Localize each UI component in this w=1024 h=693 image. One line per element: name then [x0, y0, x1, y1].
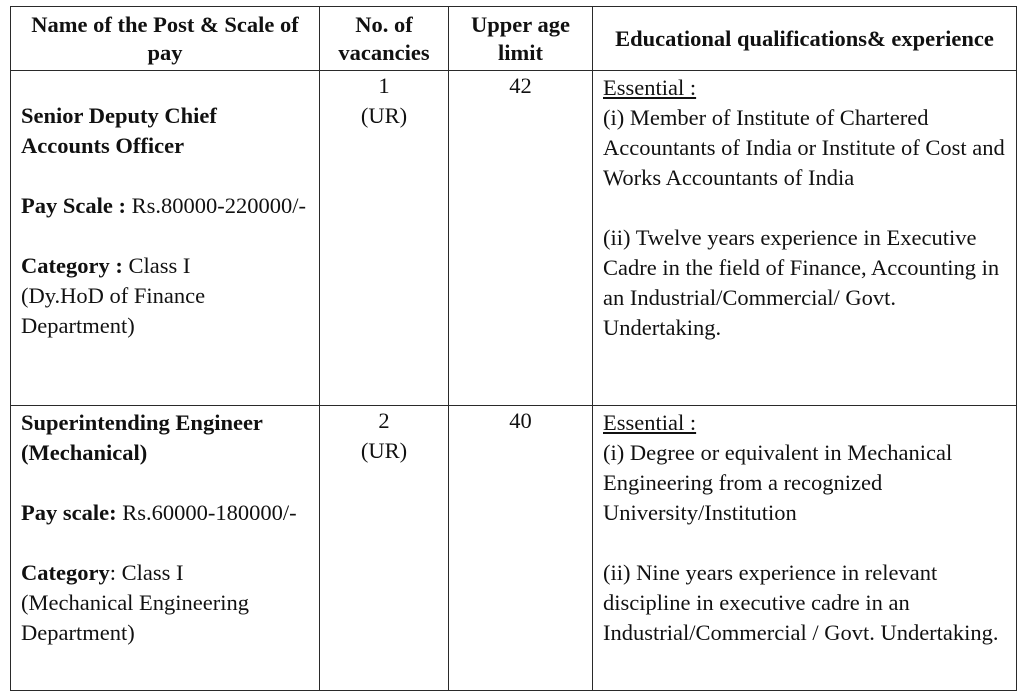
qualification-2: (ii) Nine years experience in relevant discipline in executive cadre in an Industrial/Commercial / Govt. Undertaking.: [603, 560, 999, 645]
vacancy-type: (UR): [360, 438, 408, 463]
essential-label: Essential :: [603, 75, 697, 100]
age-limit: 40: [509, 408, 532, 433]
vacancy-count: 1: [378, 73, 390, 98]
table-header-row: [11, 7, 1017, 71]
header-post: Name of the Post & Scale of pay: [11, 7, 320, 71]
vacancies-cell: [320, 71, 449, 406]
pay-label: Pay Scale :: [21, 193, 126, 218]
post-cell: [11, 406, 320, 691]
table-row: [11, 406, 1017, 691]
post-name: Senior Deputy Chief Accounts Officer: [21, 103, 217, 158]
header-qualifications: Educational qualifications& experience: [593, 7, 1017, 71]
pay-value: Rs.60000-180000/-: [116, 500, 297, 525]
vacancy-type: (UR): [360, 103, 408, 128]
category-detail: (Mechanical Engineering Department): [21, 590, 250, 645]
category-detail: (Dy.HoD of Finance Department): [21, 283, 206, 338]
category: [21, 558, 309, 588]
age-limit-cell: [449, 406, 593, 691]
table-row: [11, 71, 1017, 406]
category-value: Class I: [122, 253, 191, 278]
qualification-2: (ii) Twelve years experience in Executive Cadre in the field of Finance, Accounting in an Industrial/Commercial/ Govt. Undertaking.: [603, 225, 1000, 340]
pay-scale: [21, 191, 309, 221]
age-limit: 42: [509, 73, 532, 98]
qualification-1: (i) Degree or equivalent in Mechanical Engineering from a recognized University/Institution: [603, 440, 953, 525]
post-name: Superintending Engineer (Mechanical): [21, 410, 263, 465]
category-label: Category: [21, 560, 110, 585]
post-cell: [11, 71, 320, 406]
essential-label: Essential :: [603, 410, 697, 435]
pay-value: Rs.80000-220000/-: [125, 193, 306, 218]
pay-label: Pay scale:: [21, 500, 117, 525]
vacancy-table: [10, 6, 1017, 691]
pay-scale: [21, 498, 309, 528]
category: [21, 251, 309, 281]
qualifications-cell: [593, 406, 1017, 691]
qualification-1: (i) Member of Institute of Chartered Accountants of India or Institute of Cost and Works Accountants of India: [603, 105, 1005, 190]
header-vacancies: No. of vacancies: [320, 7, 449, 71]
header-age-limit: Upper age limit: [449, 7, 593, 71]
vacancies-cell: [320, 406, 449, 691]
category-label: Category :: [21, 253, 123, 278]
qualifications-cell: [593, 71, 1017, 406]
vacancy-count: 2: [378, 408, 390, 433]
category-value: : Class I: [109, 560, 184, 585]
age-limit-cell: [449, 71, 593, 406]
